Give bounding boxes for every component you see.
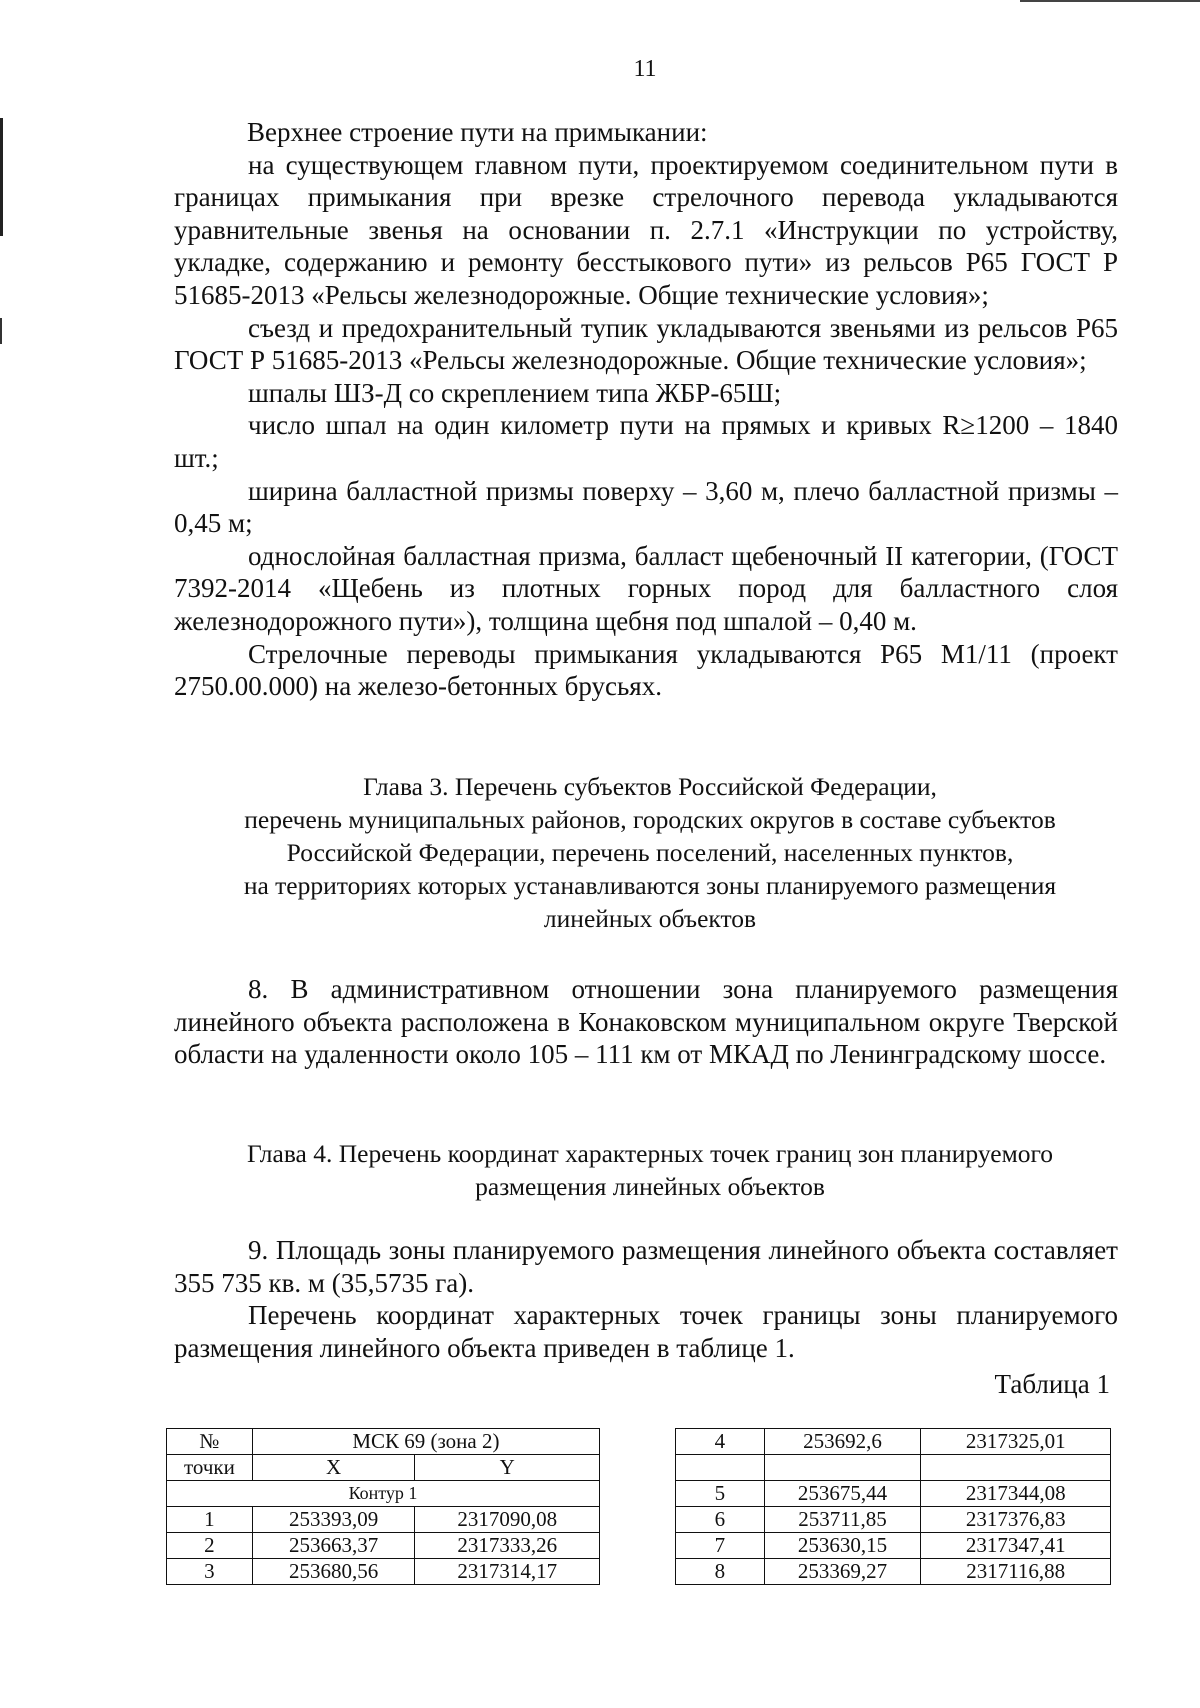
cell-y: 2317314,17 (415, 1559, 600, 1585)
scan-edge-mark (0, 118, 3, 236)
cell-x: 253675,44 (764, 1481, 921, 1507)
cell-point: 5 (676, 1481, 765, 1507)
cell-y: 2317116,88 (921, 1559, 1111, 1585)
table-label: Таблица 1 (994, 1369, 1110, 1399)
table-header-row (167, 1429, 600, 1455)
cell-x: 253663,37 (252, 1533, 415, 1559)
paragraph: Перечень координат характерных точек границы зоны планируемого размещения линейного объекта приведен в таблице 1. (174, 1300, 1118, 1363)
cell-y: 2317333,26 (415, 1533, 600, 1559)
heading-line: Глава 3. Перечень субъектов Российской Федерации, (363, 772, 937, 801)
cell-point: 8 (676, 1559, 765, 1585)
heading-line: на территориях которых устанавливаются зоны планируемого размещения (243, 871, 1057, 900)
cell-x: 253630,15 (764, 1533, 921, 1559)
cell-y: 2317325,01 (921, 1429, 1111, 1455)
cell-x: 253393,09 (252, 1507, 415, 1533)
cell-y: 2317344,08 (921, 1481, 1111, 1507)
cell-x: 253369,27 (764, 1559, 921, 1585)
cell-point: 4 (676, 1429, 765, 1455)
table-row (676, 1507, 1111, 1533)
cell-point: 6 (676, 1507, 765, 1533)
heading-line: размещения линейных объектов (475, 1172, 825, 1201)
paragraph: съезд и предохранительный тупик укладываются звеньями из рельсов Р65 ГОСТ Р 51685-2013 «Рельсы железнодорожные. Общие технические условия»; (174, 312, 1118, 376)
heading-line: линейных объектов (543, 904, 757, 933)
coordinates-table-right (675, 1428, 1111, 1585)
table-row (167, 1559, 600, 1585)
page-number: 11 (633, 56, 657, 82)
paragraph: ширина балластной призмы поверху – 3,60 м, плечо балластной призмы – 0,45 м; (174, 475, 1118, 539)
header-y: Y (415, 1455, 600, 1481)
section-title: Верхнее строение пути на примыкании: (247, 117, 708, 147)
cell-y: 2317347,41 (921, 1533, 1111, 1559)
header-no: № (167, 1429, 253, 1455)
cell-x (764, 1455, 921, 1481)
table-row (676, 1533, 1111, 1559)
header-system: МСК 69 (зона 2) (252, 1429, 599, 1455)
contour-label: Контур 1 (167, 1481, 600, 1507)
heading-line: перечень муниципальных районов, городских округов в составе субъектов (244, 805, 1056, 834)
heading-line: Глава 4. Перечень координат характерных точек границ зон планируемого (246, 1139, 1054, 1168)
cell-y: 2317090,08 (415, 1507, 600, 1533)
cell-x: 253680,56 (252, 1559, 415, 1585)
chapter-4-heading (150, 1137, 1150, 1203)
coordinates-table-left (166, 1428, 600, 1585)
track-superstructure-section (174, 116, 1118, 703)
paragraph: Стрелочные переводы примыкания укладываются Р65 М1/11 (проект 2750.00.000) на железо-бетонных брусьях. (174, 638, 1118, 702)
cell-point: 7 (676, 1533, 765, 1559)
paragraph: однослойная балластная призма, балласт щебеночный II категории, (ГОСТ 7392-2014 «Щебень из плотных горных пород для балластного слоя железнодорожного пути»), толщина щебня под шпалой – 0,40 м. (174, 540, 1118, 636)
table-row (167, 1481, 600, 1507)
header-point: точки (167, 1455, 253, 1481)
chapter-3-heading (150, 770, 1150, 935)
cell-point: 1 (167, 1507, 253, 1533)
paragraph: на существующем главном пути, проектируемом соединительном пути в границах примыкания при врезке стрелочного перевода укладываются уравнительные звенья на основании п. 2.7.1 «Инструкции по устройству, укладке, содержанию и ремонту бесстыкового пути» из рельсов Р65 ГОСТ Р 51685-2013 «Рельсы железнодорожные. Общие технические условия»; (174, 149, 1118, 310)
paragraph: число шпал на один километр пути на прямых и кривых R≥1200 – 1840 шт.; (174, 410, 1118, 473)
cell-y (921, 1455, 1111, 1481)
cell-y: 2317376,83 (921, 1507, 1111, 1533)
chapter-4-paragraph-block (174, 1234, 1118, 1364)
table-row (676, 1481, 1111, 1507)
cell-point: 2 (167, 1533, 253, 1559)
scan-edge-mark (1020, 0, 1200, 2)
cell-point: 3 (167, 1559, 253, 1585)
table-row (167, 1533, 600, 1559)
table-header-row (167, 1455, 600, 1481)
cell-x: 253692,6 (764, 1429, 921, 1455)
cell-x: 253711,85 (764, 1507, 921, 1533)
heading-line: Российской Федерации, перечень поселений, населенных пунктов, (286, 838, 1014, 867)
table-row (676, 1429, 1111, 1455)
table-row (676, 1455, 1111, 1481)
paragraph: шпалы ШЗ-Д со скреплением типа ЖБР-65Ш; (248, 377, 782, 408)
paragraph: 9. Площадь зоны планируемого размещения линейного объекта составляет 355 735 кв. м (35,5735 га). (174, 1235, 1118, 1298)
header-x: X (252, 1455, 415, 1481)
table-row (167, 1507, 600, 1533)
table-row (676, 1559, 1111, 1585)
paragraph: 8. В административном отношении зона планируемого размещения линейного объекта расположена в Конаковском муниципальном округе Тверской области на удаленности около 105 – 111 км от МКАД по Ленинградскому шоссе. (174, 974, 1118, 1070)
cell-point (676, 1455, 765, 1481)
scan-edge-mark (0, 318, 2, 344)
chapter-3-paragraph-block (174, 973, 1118, 1071)
